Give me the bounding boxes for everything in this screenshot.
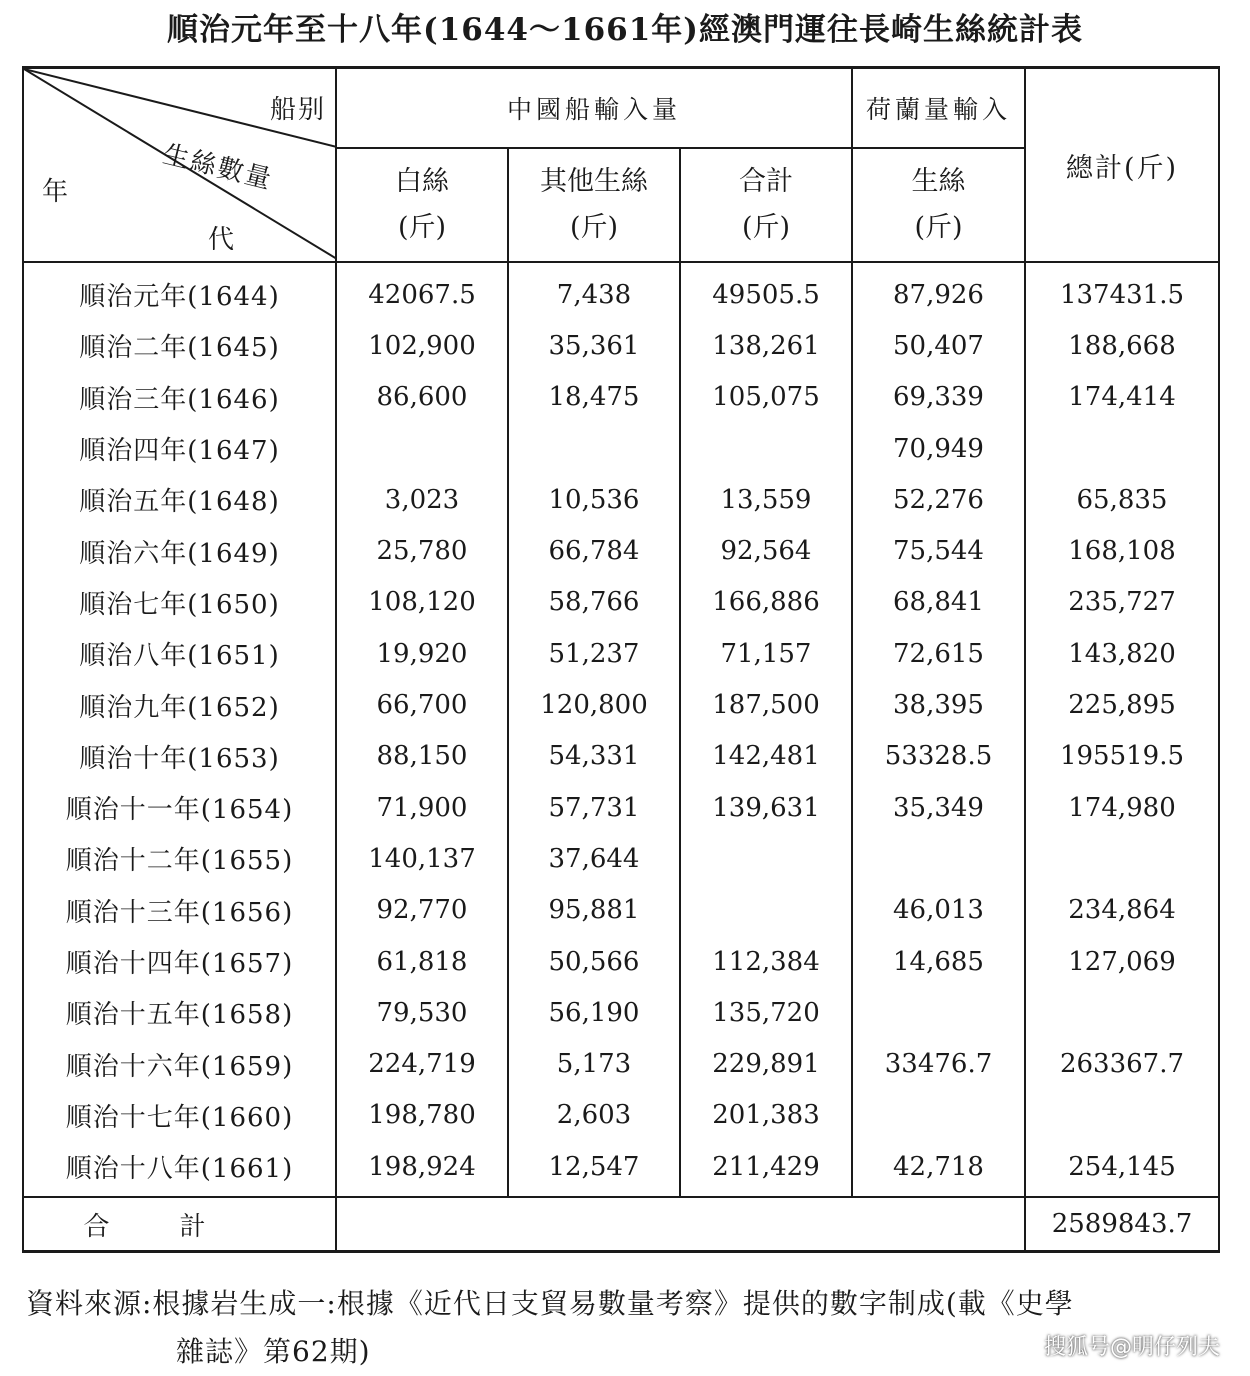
chinese-ships-header: 中國船輸入量 — [336, 68, 852, 149]
cell-white: 140,137 — [336, 833, 508, 884]
table-row — [23, 474, 1219, 525]
cell-dutch — [852, 987, 1025, 1038]
cell-white: 198,780 — [336, 1090, 508, 1141]
subtotal-label: 合計 — [739, 166, 793, 197]
cell-dutch: 75,544 — [852, 525, 1025, 576]
table-row — [23, 628, 1219, 679]
cell-subtotal: 201,383 — [680, 1090, 852, 1141]
cell-white: 198,924 — [336, 1141, 508, 1197]
cell-white: 3,023 — [336, 474, 508, 525]
cell-white: 61,818 — [336, 936, 508, 987]
source-note — [26, 1280, 1226, 1376]
cell-subtotal: 49505.5 — [680, 262, 852, 320]
table-row — [23, 423, 1219, 474]
cell-total — [1025, 423, 1219, 474]
grand-total-header: 總計(斤) — [1025, 68, 1219, 263]
corner-year-label-b: 代 — [208, 225, 235, 255]
other-silk-label: 其他生絲 — [540, 166, 648, 197]
cell-total — [1025, 987, 1219, 1038]
table-title: 順治元年至十八年(1644～1661年)經澳門運往長崎生絲統計表 — [167, 12, 1083, 48]
source-line-1: 資料來源:根據岩生成一:根據《近代日支貿易數量考察》提供的數字制成(載《史學 — [26, 1287, 1074, 1320]
other-silk-header — [508, 148, 680, 262]
table-row — [23, 731, 1219, 782]
cell-white: 79,530 — [336, 987, 508, 1038]
cell-year: 順治二年(1645) — [23, 320, 336, 371]
other-silk-unit: (斤) — [569, 212, 619, 243]
cell-other: 51,237 — [508, 628, 680, 679]
cell-white: 108,120 — [336, 577, 508, 628]
cell-other: 2,603 — [508, 1090, 680, 1141]
cell-white: 92,770 — [336, 885, 508, 936]
table-body — [23, 262, 1219, 1197]
table-row — [23, 679, 1219, 730]
silk-statistics-table — [22, 66, 1220, 1253]
cell-total: 195519.5 — [1025, 731, 1219, 782]
cell-year: 順治十六年(1659) — [23, 1038, 336, 1089]
cell-other: 18,475 — [508, 372, 680, 423]
table-row — [23, 577, 1219, 628]
cell-subtotal: 138,261 — [680, 320, 852, 371]
cell-white: 19,920 — [336, 628, 508, 679]
cell-white: 66,700 — [336, 679, 508, 730]
cell-year: 順治十一年(1654) — [23, 782, 336, 833]
cell-other: 7,438 — [508, 262, 680, 320]
cell-subtotal: 105,075 — [680, 372, 852, 423]
table-row — [23, 1090, 1219, 1141]
corner-quantity-label: 生絲數量 — [159, 139, 276, 196]
cell-subtotal: 112,384 — [680, 936, 852, 987]
cell-other: 56,190 — [508, 987, 680, 1038]
cell-total: 143,820 — [1025, 628, 1219, 679]
cell-total: 65,835 — [1025, 474, 1219, 525]
subtotal-unit: (斤) — [741, 212, 791, 243]
cell-total: 254,145 — [1025, 1141, 1219, 1197]
table-row — [23, 833, 1219, 884]
cell-other: 66,784 — [508, 525, 680, 576]
sum-total-value: 2589843.7 — [1025, 1197, 1219, 1252]
corner-header-cell — [23, 68, 336, 263]
cell-subtotal: 166,886 — [680, 577, 852, 628]
raw-silk-header — [852, 148, 1025, 262]
sum-row — [23, 1197, 1219, 1252]
cell-dutch: 33476.7 — [852, 1038, 1025, 1089]
cell-year: 順治十二年(1655) — [23, 833, 336, 884]
cell-dutch: 72,615 — [852, 628, 1025, 679]
cell-other — [508, 423, 680, 474]
table-row — [23, 782, 1219, 833]
table-row — [23, 885, 1219, 936]
table-row — [23, 262, 1219, 320]
cell-other: 120,800 — [508, 679, 680, 730]
cell-dutch — [852, 833, 1025, 884]
table-row — [23, 1038, 1219, 1089]
cell-subtotal — [680, 423, 852, 474]
cell-dutch: 35,349 — [852, 782, 1025, 833]
cell-total: 234,864 — [1025, 885, 1219, 936]
cell-year: 順治十五年(1658) — [23, 987, 336, 1038]
cell-year: 順治七年(1650) — [23, 577, 336, 628]
table-row — [23, 1141, 1219, 1197]
cell-other: 95,881 — [508, 885, 680, 936]
white-silk-label: 白絲 — [395, 166, 449, 197]
cell-dutch: 46,013 — [852, 885, 1025, 936]
sum-label: 合計 — [23, 1197, 336, 1252]
cell-other: 57,731 — [508, 782, 680, 833]
cell-total: 188,668 — [1025, 320, 1219, 371]
cell-dutch: 52,276 — [852, 474, 1025, 525]
subtotal-header — [680, 148, 852, 262]
cell-subtotal: 13,559 — [680, 474, 852, 525]
cell-white — [336, 423, 508, 474]
source-line-2: 雜誌》第62期) — [176, 1335, 371, 1368]
cell-other: 10,536 — [508, 474, 680, 525]
cell-other: 5,173 — [508, 1038, 680, 1089]
cell-subtotal: 187,500 — [680, 679, 852, 730]
cell-white: 25,780 — [336, 525, 508, 576]
cell-year: 順治九年(1652) — [23, 679, 336, 730]
corner-year-label-a: 年 — [42, 177, 69, 207]
cell-year: 順治八年(1651) — [23, 628, 336, 679]
cell-total: 127,069 — [1025, 936, 1219, 987]
cell-other: 35,361 — [508, 320, 680, 371]
white-silk-unit: (斤) — [397, 212, 447, 243]
cell-year: 順治十年(1653) — [23, 731, 336, 782]
watermark: 搜狐号@明仔列夫 — [1043, 1335, 1220, 1360]
cell-subtotal — [680, 885, 852, 936]
raw-silk-label: 生絲 — [911, 166, 966, 197]
table-row — [23, 936, 1219, 987]
cell-year: 順治十八年(1661) — [23, 1141, 336, 1197]
cell-year: 順治五年(1648) — [23, 474, 336, 525]
cell-dutch: 42,718 — [852, 1141, 1025, 1197]
cell-white: 42067.5 — [336, 262, 508, 320]
cell-white: 88,150 — [336, 731, 508, 782]
cell-year: 順治四年(1647) — [23, 423, 336, 474]
cell-total: 235,727 — [1025, 577, 1219, 628]
cell-total: 168,108 — [1025, 525, 1219, 576]
cell-year: 順治十七年(1660) — [23, 1090, 336, 1141]
cell-white: 102,900 — [336, 320, 508, 371]
cell-subtotal: 71,157 — [680, 628, 852, 679]
cell-dutch: 87,926 — [852, 262, 1025, 320]
cell-total: 263367.7 — [1025, 1038, 1219, 1089]
cell-total — [1025, 833, 1219, 884]
cell-dutch: 70,949 — [852, 423, 1025, 474]
cell-total: 225,895 — [1025, 679, 1219, 730]
cell-dutch: 53328.5 — [852, 731, 1025, 782]
cell-dutch: 50,407 — [852, 320, 1025, 371]
cell-subtotal: 142,481 — [680, 731, 852, 782]
cell-other: 54,331 — [508, 731, 680, 782]
cell-subtotal: 139,631 — [680, 782, 852, 833]
table-row — [23, 372, 1219, 423]
cell-other: 37,644 — [508, 833, 680, 884]
table-row — [23, 525, 1219, 576]
cell-other: 50,566 — [508, 936, 680, 987]
raw-silk-unit: (斤) — [914, 212, 963, 243]
cell-dutch: 14,685 — [852, 936, 1025, 987]
cell-year: 順治十三年(1656) — [23, 885, 336, 936]
cell-total: 174,980 — [1025, 782, 1219, 833]
cell-year: 順治六年(1649) — [23, 525, 336, 576]
cell-other: 12,547 — [508, 1141, 680, 1197]
cell-total: 174,414 — [1025, 372, 1219, 423]
table-row — [23, 987, 1219, 1038]
cell-white: 71,900 — [336, 782, 508, 833]
cell-subtotal: 135,720 — [680, 987, 852, 1038]
cell-white: 224,719 — [336, 1038, 508, 1089]
cell-subtotal: 92,564 — [680, 525, 852, 576]
corner-ship-type-label: 船别 — [270, 95, 327, 125]
cell-dutch: 69,339 — [852, 372, 1025, 423]
cell-year: 順治元年(1644) — [23, 262, 336, 320]
cell-dutch: 68,841 — [852, 577, 1025, 628]
dutch-import-header: 荷蘭量輸入 — [852, 68, 1025, 149]
cell-year: 順治三年(1646) — [23, 372, 336, 423]
cell-dutch: 38,395 — [852, 679, 1025, 730]
cell-year: 順治十四年(1657) — [23, 936, 336, 987]
cell-subtotal — [680, 833, 852, 884]
cell-subtotal: 211,429 — [680, 1141, 852, 1197]
cell-white: 86,600 — [336, 372, 508, 423]
cell-total — [1025, 1090, 1219, 1141]
cell-other: 58,766 — [508, 577, 680, 628]
cell-dutch — [852, 1090, 1025, 1141]
cell-total: 137431.5 — [1025, 262, 1219, 320]
cell-subtotal: 229,891 — [680, 1038, 852, 1089]
white-silk-header — [336, 148, 508, 262]
sum-empty-cell — [336, 1197, 1025, 1252]
table-row — [23, 320, 1219, 371]
